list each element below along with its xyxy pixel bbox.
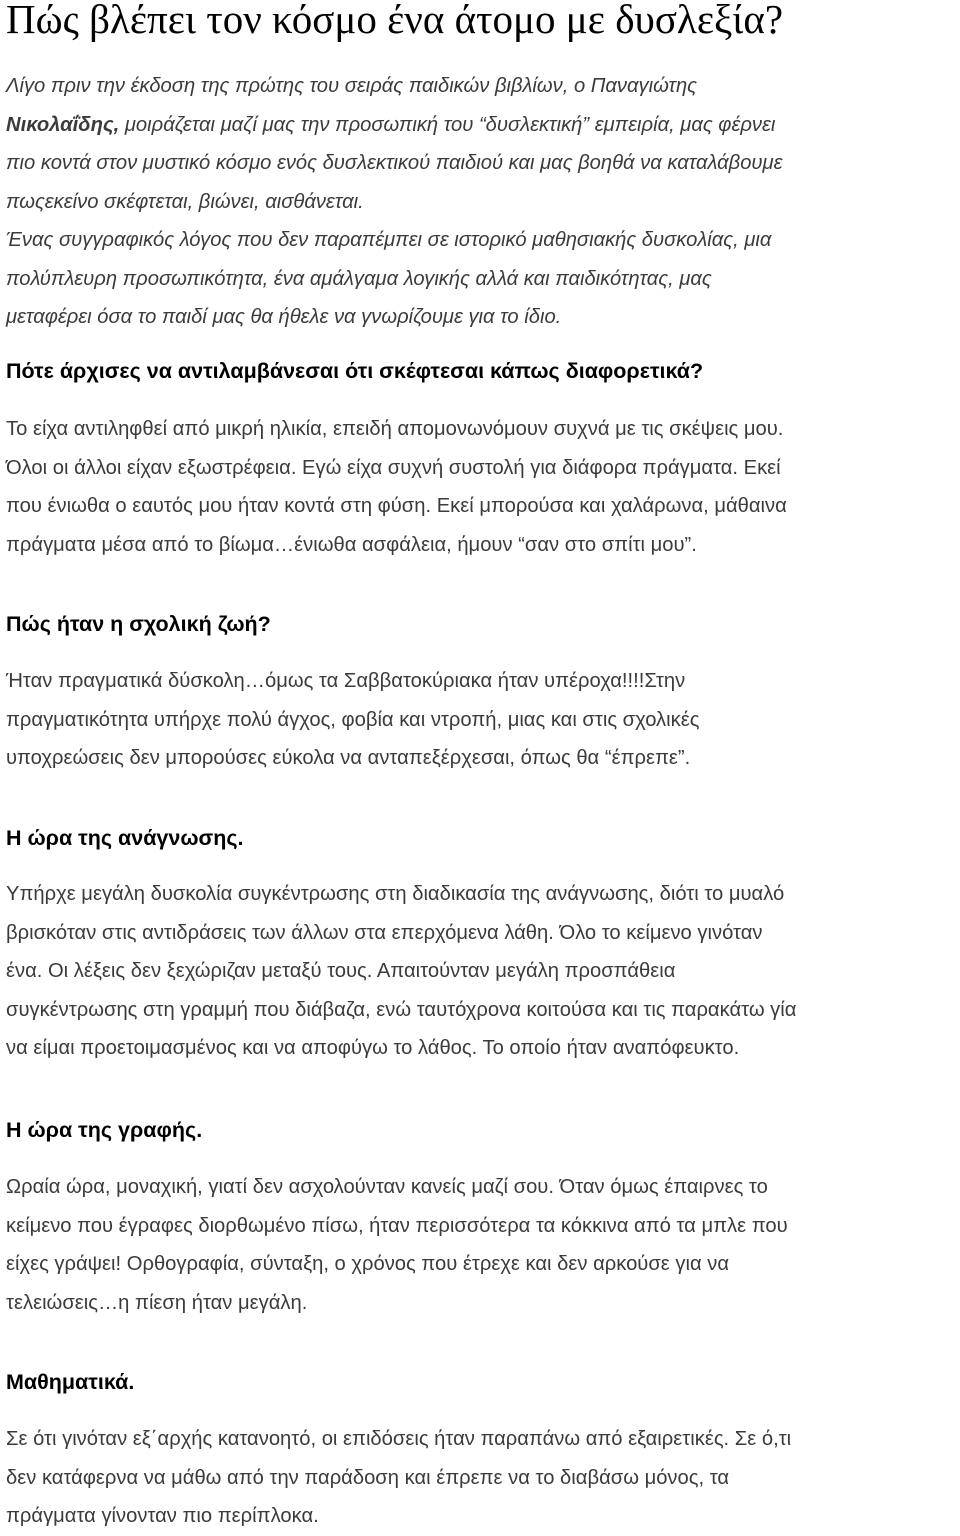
paragraph-line: τελειώσεις…η πίεση ήταν μεγάλη. bbox=[6, 1291, 308, 1314]
author-name: Νικολαΐδης, bbox=[6, 113, 120, 136]
paragraph-line: πράγματα γίνονταν πιο περίπλοκα. bbox=[6, 1505, 319, 1527]
paragraph-line: να είμαι προετοιμασμένος και να αποφύγω το λάθος. Το οποίο ήταν αναπόφευκτο. bbox=[6, 1037, 740, 1059]
paragraph-line: Σε ότι γινόταν εξ΄αρχής κατανοητό, οι επιδόσεις ήταν παραπάνω από εξαιρετικές. Σε ό,τι bbox=[6, 1428, 792, 1450]
paragraph-line: Ωραία ώρα, μοναχική, γιατί δεν ασχολούνταν κανείς μαζί σου. Όταν όμως έπαιρνες το bbox=[6, 1176, 768, 1198]
paragraph-line: ένα. Οι λέξεις δεν ξεχώριζαν μεταξύ τους. Απαιτούνταν μεγάλη προσπάθεια bbox=[6, 960, 676, 982]
paragraph-line: που ένιωθα ο εαυτός μου ήταν κοντά στη φύση. Εκεί μπορούσα και χαλάρωνα, μάθαινα bbox=[6, 495, 787, 517]
section-heading-difference: Πότε άρχισες να αντιλαμβάνεσαι ότι σκέφτεσαι κάπως διαφορετικά? bbox=[6, 359, 704, 383]
paragraph-line: Υπήρχε μεγάλη δυσκολία συγκέντρωσης στη διαδικασία της ανάγνωσης, διότι το μυαλό bbox=[6, 883, 785, 905]
paragraph-line: Ήταν πραγματικά δύσκολη…όμως τα Σαββατοκύριακα ήταν υπέροχα!!!!Στην bbox=[6, 670, 686, 692]
section-paragraph-school bbox=[6, 662, 960, 778]
section-paragraph-math bbox=[6, 1420, 960, 1536]
paragraph-line: βρισκόταν στις αντιδράσεις των άλλων στα επερχόμενα λάθη. Όλο το κείμενο γινόταν bbox=[6, 921, 763, 944]
paragraph-line: δεν κατάφερνα να μάθω από την παράδοση και έπρεπε να το διαβάσω μόνος, τα bbox=[6, 1466, 730, 1489]
section-heading-math: Μαθηματικά. bbox=[6, 1370, 135, 1394]
paragraph-line: πράγματα μέσα από το βίωμα…ένιωθα ασφάλεια, ήμουν “σαν στο σπίτι μου”. bbox=[6, 533, 697, 556]
section-heading-reading: Η ώρα της ανάγνωσης. bbox=[6, 826, 244, 850]
section-paragraph-difference bbox=[6, 410, 960, 564]
paragraph-line: υποχρεώσεις δεν μπορούσες εύκολα να ανταπεξέρχεσαι, όπως θα “έπρεπε”. bbox=[6, 747, 691, 769]
paragraph-line: είχες γράψει! Ορθογραφία, σύνταξη, ο χρόνος που έτρεχε και δεν αρκούσε για να bbox=[6, 1253, 730, 1275]
intro-line: πωςεκείνο σκέφτεται, βιώνει, αισθάνεται. bbox=[6, 190, 364, 213]
intro-line: Νικολαΐδης, μοιράζεται μαζί μας την προσωπική του “δυσλεκτική” εμπειρία, μας φέρνει bbox=[6, 113, 776, 136]
paragraph-line: κείμενο που έγραφες διορθωμένο πίσω, ήταν περισσότερα τα κόκκινα από τα μπλε που bbox=[6, 1214, 788, 1237]
paragraph-line: Το είχα αντιληφθεί από μικρή ηλικία, επειδή απομονωνόμουν συχνά με τις σκέψεις μου. bbox=[6, 418, 784, 440]
paragraph-line: συγκέντρωσης στη γραμμή που διάβαζα, ενώ ταυτόχρονα κοιτούσα και τις παρακάτω γία bbox=[6, 998, 797, 1021]
paragraph-line: Όλοι οι άλλοι είχαν εξωστρέφεια. Εγώ είχα συχνή συστολή για διάφορα πράγματα. Εκεί bbox=[6, 456, 781, 479]
section-heading-writing: Η ώρα της γραφής. bbox=[6, 1118, 203, 1142]
intro-paragraph bbox=[6, 67, 958, 337]
intro-line: Ένας συγγραφικός λόγος που δεν παραπέμπει σε ιστορικό μαθησιακής δυσκολίας, μια bbox=[6, 229, 772, 251]
intro-line: μεταφέρει όσα το παιδί μας θα ήθελε να γνωρίζουμε για το ίδιο. bbox=[6, 306, 562, 328]
intro-line: πολύπλευρη προσωπικότητα, ένα αμάλγαμα λογικής αλλά και παιδικότητας, μας bbox=[6, 267, 712, 290]
paragraph-line: πραγματικότητα υπήρχε πολύ άγχος, φοβία και ντροπή, μιας και στις σχολικές bbox=[6, 708, 700, 731]
section-paragraph-reading bbox=[6, 875, 960, 1068]
page-title: Πώς βλέπει τον κόσμο ένα άτομο με δυσλεξία? bbox=[6, 0, 784, 42]
section-heading-school: Πώς ήταν η σχολική ζωή? bbox=[6, 612, 271, 636]
intro-line: πιο κοντά στον μυστικό κόσμο ενός δυσλεκτικού παιδιού και μας βοηθά να καταλάβουμε bbox=[6, 152, 783, 174]
section-paragraph-writing bbox=[6, 1168, 960, 1322]
intro-line: Λίγο πριν την έκδοση της πρώτης του σειράς παιδικών βιβλίων, ο Παναγιώτης bbox=[6, 75, 697, 97]
